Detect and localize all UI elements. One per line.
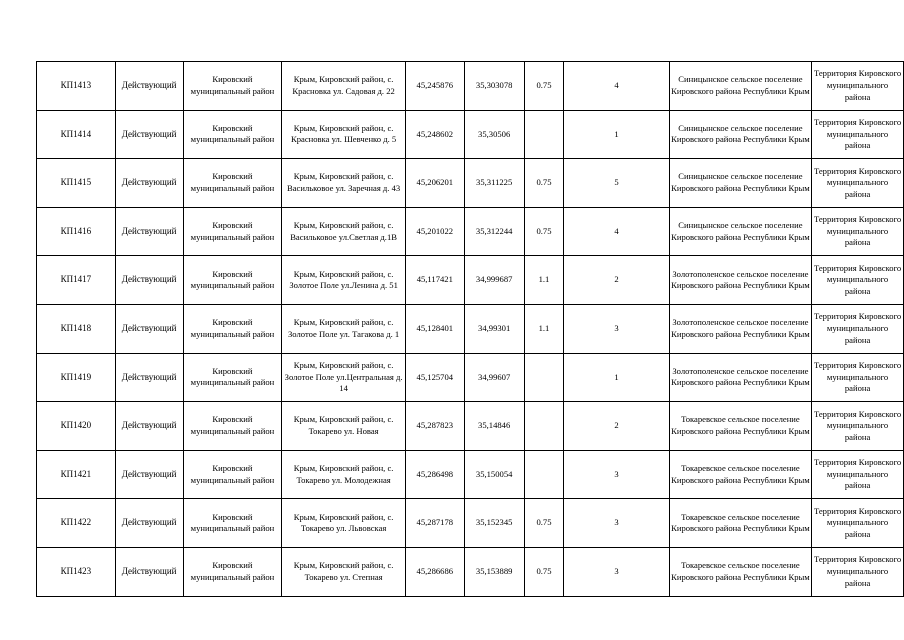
district-cell: Кировский муниципальный район: [183, 62, 282, 111]
status-cell: Действующий: [115, 256, 183, 305]
status-cell: Действующий: [115, 159, 183, 208]
table-row: [37, 304, 904, 353]
site-code-cell: КП1413: [37, 62, 116, 111]
longitude-cell: 35,14846: [464, 402, 524, 451]
settlement-cell: Токаревское сельское поселение Кировского района Республики Крым: [669, 499, 811, 548]
territory-cell: Территория Кировского муниципального района: [812, 402, 904, 451]
container-count-cell: 5: [564, 159, 669, 208]
territory-cell: Территория Кировского муниципального района: [812, 499, 904, 548]
address-cell: Крым, Кировский район, с. Красновка ул. Шевченко д. 5: [282, 110, 406, 159]
district-cell: Кировский муниципальный район: [183, 402, 282, 451]
container-volume-cell: [524, 402, 564, 451]
latitude-cell: 45,201022: [405, 207, 464, 256]
settlement-cell: Золотополенское сельское поселение Кировского района Республики Крым: [669, 353, 811, 402]
longitude-cell: 35,311225: [464, 159, 524, 208]
longitude-cell: 35,153889: [464, 547, 524, 596]
territory-cell: Территория Кировского муниципального района: [812, 159, 904, 208]
container-volume-cell: 1.1: [524, 256, 564, 305]
container-volume-cell: 0.75: [524, 499, 564, 548]
territory-cell: Территория Кировского муниципального района: [812, 547, 904, 596]
container-volume-cell: [524, 353, 564, 402]
status-cell: Действующий: [115, 402, 183, 451]
district-cell: Кировский муниципальный район: [183, 304, 282, 353]
territory-cell: Территория Кировского муниципального района: [812, 353, 904, 402]
site-code-cell: КП1418: [37, 304, 116, 353]
address-cell: Крым, Кировский район, с. Золотое Поле ул.Ленина д. 51: [282, 256, 406, 305]
address-cell: Крым, Кировский район, с. Васильковое ул.Светлая д.1В: [282, 207, 406, 256]
settlement-cell: Токаревское сельское поселение Кировского района Республики Крым: [669, 450, 811, 499]
settlement-cell: Токаревское сельское поселение Кировского района Республики Крым: [669, 547, 811, 596]
address-cell: Крым, Кировский район, с. Васильковое ул. Заречная д. 43: [282, 159, 406, 208]
table-row: [37, 159, 904, 208]
settlement-cell: Синицынское сельское поселение Кировского района Республики Крым: [669, 62, 811, 111]
address-cell: Крым, Кировский район, с. Золотое Поле ул.Центральная д. 14: [282, 353, 406, 402]
longitude-cell: 35,312244: [464, 207, 524, 256]
status-cell: Действующий: [115, 547, 183, 596]
district-cell: Кировский муниципальный район: [183, 110, 282, 159]
status-cell: Действующий: [115, 207, 183, 256]
site-code-cell: КП1421: [37, 450, 116, 499]
table-row: [37, 353, 904, 402]
container-volume-cell: 1.1: [524, 304, 564, 353]
table-row: [37, 499, 904, 548]
territory-cell: Территория Кировского муниципального района: [812, 110, 904, 159]
settlement-cell: Токаревское сельское поселение Кировского района Республики Крым: [669, 402, 811, 451]
site-code-cell: КП1417: [37, 256, 116, 305]
registry-rows: [37, 62, 904, 597]
status-cell: Действующий: [115, 353, 183, 402]
territory-cell: Территория Кировского муниципального района: [812, 207, 904, 256]
status-cell: Действующий: [115, 110, 183, 159]
settlement-cell: Золотополенское сельское поселение Кировского района Республики Крым: [669, 256, 811, 305]
latitude-cell: 45,287178: [405, 499, 464, 548]
longitude-cell: 34,99607: [464, 353, 524, 402]
container-count-cell: 2: [564, 402, 669, 451]
longitude-cell: 35,303078: [464, 62, 524, 111]
container-count-cell: 1: [564, 353, 669, 402]
latitude-cell: 45,117421: [405, 256, 464, 305]
site-code-cell: КП1420: [37, 402, 116, 451]
address-cell: Крым, Кировский район, с. Токарево ул. Степная: [282, 547, 406, 596]
table-row: [37, 547, 904, 596]
container-volume-cell: 0.75: [524, 547, 564, 596]
latitude-cell: 45,287823: [405, 402, 464, 451]
territory-cell: Территория Кировского муниципального района: [812, 450, 904, 499]
settlement-cell: Синицынское сельское поселение Кировского района Республики Крым: [669, 110, 811, 159]
registry-table: [36, 61, 904, 597]
latitude-cell: 45,125704: [405, 353, 464, 402]
address-cell: Крым, Кировский район, с. Золотое Поле ул. Тагакова д. 1: [282, 304, 406, 353]
container-count-cell: 2: [564, 256, 669, 305]
district-cell: Кировский муниципальный район: [183, 547, 282, 596]
status-cell: Действующий: [115, 62, 183, 111]
longitude-cell: 35,152345: [464, 499, 524, 548]
address-cell: Крым, Кировский район, с. Токарево ул. Новая: [282, 402, 406, 451]
container-count-cell: 1: [564, 110, 669, 159]
territory-cell: Территория Кировского муниципального района: [812, 62, 904, 111]
container-volume-cell: 0.75: [524, 62, 564, 111]
longitude-cell: 35,150054: [464, 450, 524, 499]
latitude-cell: 45,286686: [405, 547, 464, 596]
district-cell: Кировский муниципальный район: [183, 499, 282, 548]
container-volume-cell: [524, 450, 564, 499]
table-row: [37, 62, 904, 111]
latitude-cell: 45,128401: [405, 304, 464, 353]
address-cell: Крым, Кировский район, с. Токарево ул. Молодежная: [282, 450, 406, 499]
latitude-cell: 45,286498: [405, 450, 464, 499]
longitude-cell: 34,999687: [464, 256, 524, 305]
district-cell: Кировский муниципальный район: [183, 207, 282, 256]
status-cell: Действующий: [115, 304, 183, 353]
site-code-cell: КП1423: [37, 547, 116, 596]
territory-cell: Территория Кировского муниципального района: [812, 256, 904, 305]
territory-cell: Территория Кировского муниципального района: [812, 304, 904, 353]
container-count-cell: 4: [564, 62, 669, 111]
longitude-cell: 34,99301: [464, 304, 524, 353]
container-count-cell: 3: [564, 547, 669, 596]
latitude-cell: 45,248602: [405, 110, 464, 159]
site-code-cell: КП1419: [37, 353, 116, 402]
container-volume-cell: 0.75: [524, 159, 564, 208]
container-volume-cell: 0.75: [524, 207, 564, 256]
site-code-cell: КП1415: [37, 159, 116, 208]
address-cell: Крым, Кировский район, с. Красновка ул. Садовая д. 22: [282, 62, 406, 111]
container-volume-cell: [524, 110, 564, 159]
district-cell: Кировский муниципальный район: [183, 450, 282, 499]
table-row: [37, 110, 904, 159]
container-count-cell: 3: [564, 499, 669, 548]
container-count-cell: 4: [564, 207, 669, 256]
container-count-cell: 3: [564, 450, 669, 499]
site-code-cell: КП1414: [37, 110, 116, 159]
settlement-cell: Синицынское сельское поселение Кировского района Республики Крым: [669, 207, 811, 256]
district-cell: Кировский муниципальный район: [183, 159, 282, 208]
settlement-cell: Синицынское сельское поселение Кировского района Республики Крым: [669, 159, 811, 208]
settlement-cell: Золотополенское сельское поселение Кировского района Республики Крым: [669, 304, 811, 353]
table-row: [37, 207, 904, 256]
status-cell: Действующий: [115, 499, 183, 548]
site-code-cell: КП1422: [37, 499, 116, 548]
address-cell: Крым, Кировский район, с. Токарево ул. Львовская: [282, 499, 406, 548]
latitude-cell: 45,245876: [405, 62, 464, 111]
container-count-cell: 3: [564, 304, 669, 353]
site-code-cell: КП1416: [37, 207, 116, 256]
district-cell: Кировский муниципальный район: [183, 256, 282, 305]
latitude-cell: 45,206201: [405, 159, 464, 208]
status-cell: Действующий: [115, 450, 183, 499]
longitude-cell: 35,30506: [464, 110, 524, 159]
table-row: [37, 402, 904, 451]
district-cell: Кировский муниципальный район: [183, 353, 282, 402]
table-row: [37, 256, 904, 305]
table-row: [37, 450, 904, 499]
